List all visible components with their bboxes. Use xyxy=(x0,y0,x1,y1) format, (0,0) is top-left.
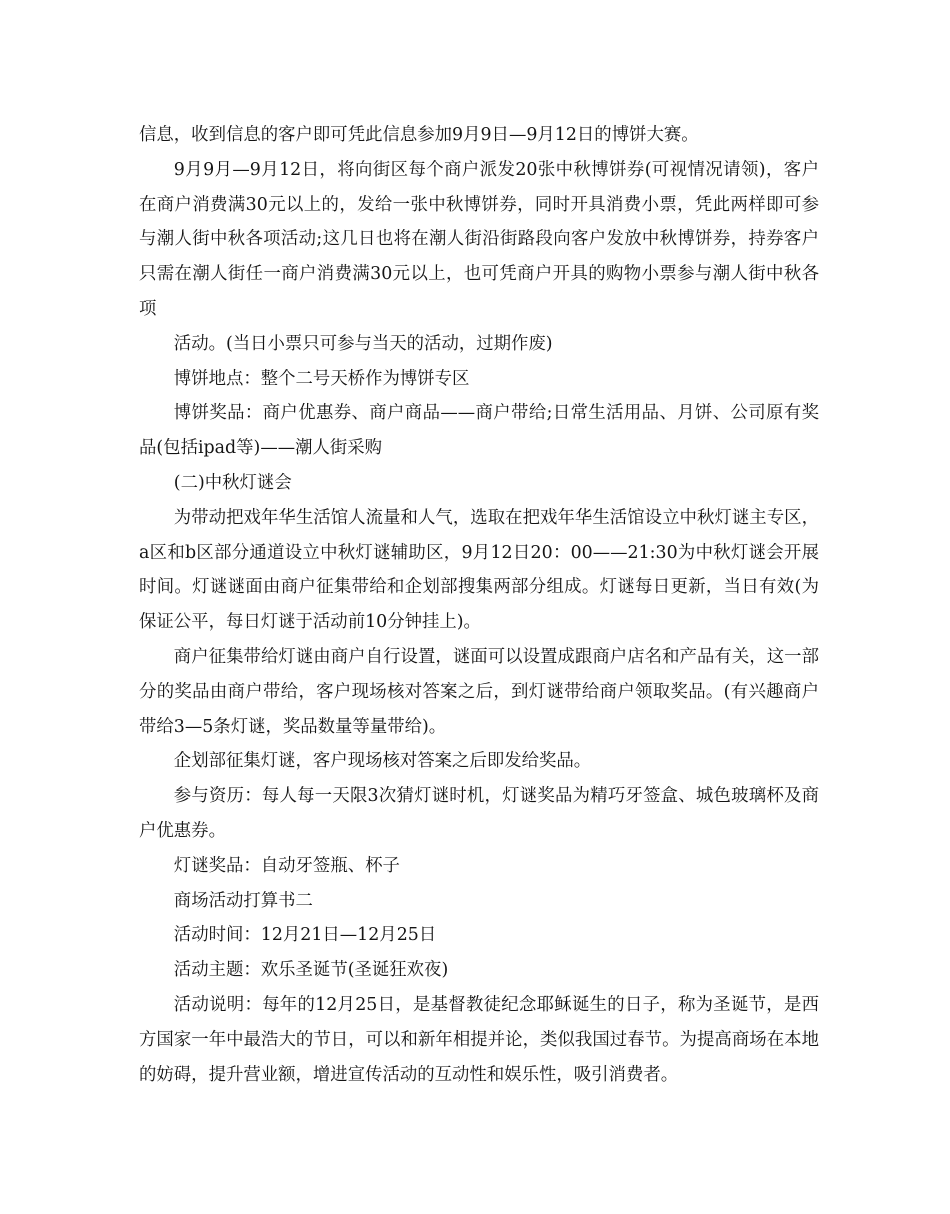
paragraph-13: 活动主题：欢乐圣诞节(圣诞狂欢夜) xyxy=(173,960,449,981)
paragraph-8: 企划部征集灯谜，客户现场核对答案之后即发给奖品。 xyxy=(173,751,592,772)
section-heading-lantern-riddles: (二)中秋灯谜会 xyxy=(173,472,292,493)
paragraph-0: 信息，收到信息的客户即可凭此信息参加9月9日—9月12日的博饼大赛。 xyxy=(139,125,699,145)
paragraph-3: 博饼地点：整个二号天桥作为博饼专区 xyxy=(173,368,470,389)
paragraph-10: 灯谜奖品：自动牙签瓶、杯子 xyxy=(173,855,400,876)
paragraph-12: 活动时间：12月21日—12月25日 xyxy=(173,925,437,946)
paragraph-14: 活动说明：每年的12月25日，是基督教徒纪念耶稣诞生的日子，称为圣诞节，是西方国家一年中最浩大的节日，可以和新年相提并论，类似我国过春节。为提高商场在本地的妨碍，提升营业额，增进宣传活动的互动性和娱乐性，吸引消费者。 xyxy=(139,994,819,1085)
paragraph-7: 商户征集带给灯谜由商户自行设置，谜面可以设置成跟商户店名和产品有关，这一部分的奖品由商户带给，客户现场核对答案之后，到灯谜带给商户领取奖品。(有兴趣商户带给3—5条灯谜，奖品数量等量带给)。 xyxy=(139,646,819,737)
paragraph-9: 参与资历：每人每一天限3次猜灯谜时机，灯谜奖品为精巧牙签盒、城色玻璃杯及商户优惠券。 xyxy=(139,786,819,841)
paragraph-6: 为带动把戏年华生活馆人流量和人气，选取在把戏年华生活馆设立中秋灯谜主专区，a区和b区部分通道设立中秋灯谜辅助区，9月12日20：00——21:30为中秋灯谜会开展时间。灯谜谜面由商户征集带给和企划部搜集两部分组成。灯谜每日更新，当日有效(为保证公平，每日灯谜于活动前10分钟挂上)。 xyxy=(139,507,819,633)
paragraph-4: 博饼奖品：商户优惠券、商户商品——商户带给;日常生活用品、月饼、公司原有奖品(包括ipad等)——潮人街采购 xyxy=(139,403,819,459)
section-heading-plan-two: 商场活动打算书二 xyxy=(173,890,313,911)
paragraph-2: 活动。(当日小票只可参与当天的活动，过期作废) xyxy=(173,333,553,354)
document-body xyxy=(139,118,819,1092)
paragraph-1: 9月9月—9月12日，将向街区每个商户派发20张中秋博饼券(可视情况请领)，客户在商户消费满30元以上的，发给一张中秋博饼券，同时开具消费小票，凭此两样即可参与潮人街中秋各项活动;这几日也将在潮人街沿街路段向客户发放中秋博饼券，持券客户只需在潮人街任一商户消费满30元以上，也可凭商户开具的购物小票参与潮人街中秋各项 xyxy=(139,159,819,319)
